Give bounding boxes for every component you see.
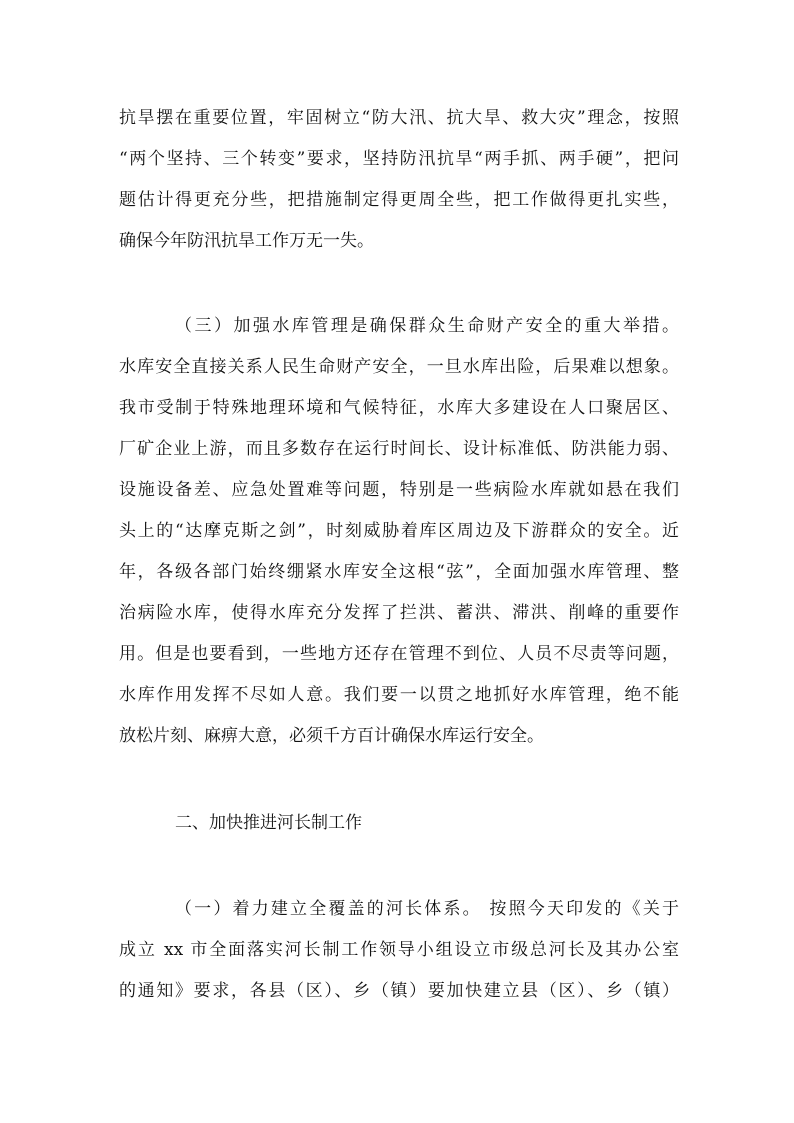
paragraph-2-line: 水库作用发挥不尽如人意。我们要一以贯之地抓好水库管理，绝不能 (119, 685, 679, 705)
paragraph-1-line: 抗旱摆在重要位置，牢固树立“防大汛、抗大旱、救大灾”理念，按照 (119, 108, 679, 128)
paragraph-1-line: 题估计得更充分些，把措施制定得更周全些，把工作做得更扎实些， (119, 190, 679, 210)
paragraph-3-line: 成立 xx 市全面落实河长制工作领导小组设立市级总河长及其办公室 (119, 940, 679, 960)
paragraph-2-line: 我市受制于特殊地理环境和气候特征，水库大多建设在人口聚居区、 (119, 398, 679, 418)
paragraph-2-line: 年，各级各部门始终绷紧水库安全这根“弦”，全面加强水库管理、整 (119, 562, 679, 582)
paragraph-3-line: （一）着力建立全覆盖的河长体系。 按照今天印发的《关于 (175, 899, 679, 919)
paragraph-1-line: “两个坚持、三个转变”要求，坚持防汛抗旱“两手抓、两手硬”，把问 (119, 149, 679, 169)
paragraph-2-line: （三）加强水库管理是确保群众生命财产安全的重大举措。 (175, 316, 679, 336)
paragraph-2-line: 放松片刻、麻痹大意，必须千方百计确保水库运行安全。 (119, 726, 544, 746)
paragraph-3-line: 的通知》要求，各县（区）、乡（镇）要加快建立县（区）、乡（镇） (119, 981, 679, 1001)
paragraph-2-line: 水库安全直接关系人民生命财产安全，一旦水库出险，后果难以想象。 (119, 357, 679, 377)
paragraph-2-line: 设施设备差、应急处置难等问题，特别是一些病险水库就如悬在我们 (119, 480, 679, 500)
paragraph-2-line: 厂矿企业上游，而且多数存在运行时间长、设计标准低、防洪能力弱、 (119, 439, 679, 459)
paragraph-2-line: 头上的“达摩克斯之剑”，时刻威胁着库区周边及下游群众的安全。近 (119, 521, 679, 541)
paragraph-1-line: 确保今年防汛抗旱工作万无一失。 (119, 231, 374, 251)
paragraph-2-line: 治病险水库，使得水库充分发挥了拦洪、蓄洪、滞洪、削峰的重要作 (119, 603, 679, 623)
section-heading: 二、加快推进河长制工作 (175, 813, 362, 833)
paragraph-2-line: 用。但是也要看到，一些地方还存在管理不到位、人员不尽责等问题， (119, 644, 679, 664)
